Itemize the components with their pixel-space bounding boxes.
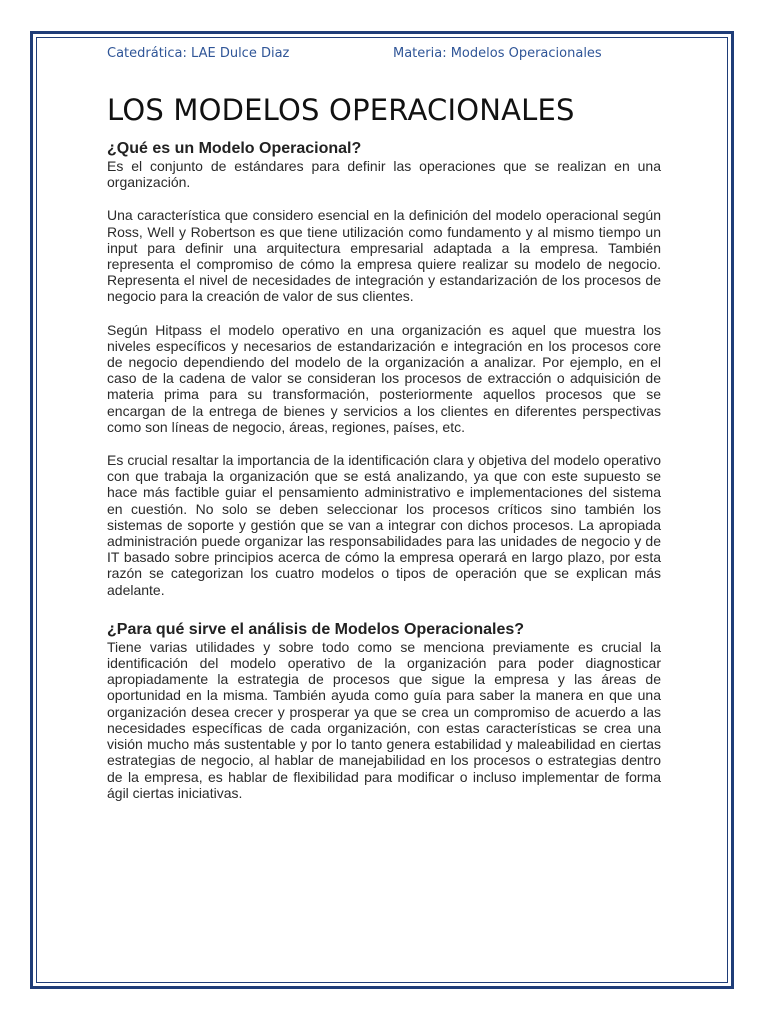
paragraph: Es crucial resaltar la importancia de la identificación clara y objetiva del modelo operativo con que trabaja la organización que se está analizando, ya que con este supuesto se hace más factible guiar el pensamiento administrativo e implementaciones del sistema en cuestión. No solo se deben seleccionar los procesos críticos sino también los sistemas de soporte y gestión que se van a integrar con dichos procesos. La apropiada administración puede organizar las responsabilidades para las unidades de negocio y de IT basado sobre principios acerca de cómo la empresa operará en largo plazo, por esta razón se categorizan los cuatro modelos o tipos de operación que se explican más adelante. <box>107 452 661 598</box>
document-header <box>107 44 661 66</box>
section-heading-purpose: ¿Para qué sirve el análisis de Modelos Operacionales? <box>107 620 525 638</box>
paragraph: Una característica que considero esencial en la definición del modelo operacional según Ross, Well y Robertson es que tiene utilización como fundamento y al mismo tiempo un input para definir una arquitectura empresarial adaptada a la empresa. También representa el compromiso de cómo la empresa quiere realizar su modelo de negocio. Representa el nivel de necesidades de integración y estandarización de los procesos de negocio para la creación de valor de sus clientes. <box>107 207 661 305</box>
document-body <box>107 44 661 801</box>
section-heading-what-is: ¿Qué es un Modelo Operacional? <box>107 140 362 157</box>
document-title: LOS MODELOS OPERACIONALES <box>107 93 575 127</box>
subject-label: Materia: Modelos Operacionales <box>393 46 602 61</box>
section-body-what-is <box>107 158 661 598</box>
section-body-purpose <box>107 639 661 801</box>
teacher-label: Catedrática: LAE Dulce Diaz <box>107 46 290 61</box>
paragraph: Tiene varias utilidades y sobre todo como se menciona previamente es crucial la identificación del modelo operativo de la organización para poder diagnosticar apropiadamente la estrategia de procesos que sigue la empresa y las áreas de oportunidad en la misma. También ayuda como guía para saber la manera en que una organización desea crecer y prosperar ya que se crea un compromiso de acuerdo a las necesidades específicas de cada organización, con estas características se crea una visión mucho más sustentable y por lo tanto genera estabilidad y maleabilidad en ciertas estrategias de negocio, al hablar de manejabilidad en los procesos o estrategias dentro de la empresa, es hablar de flexibilidad para modificar o incluso implementar de forma ágil ciertas iniciativas. <box>107 638 661 801</box>
paragraph: Según Hitpass el modelo operativo en una organización es aquel que muestra los niveles específicos y necesarios de estandarización e integración en los procesos core de negocio dependiendo del modelo de la organización a analizar. Por ejemplo, en el caso de la cadena de valor se consideran los procesos de extracción o adquisición de materia prima para su transformación, posteriormente aquellos procesos que se encargan de la entrega de bienes y servicios a los clientes en diferentes perspectivas como son líneas de negocio, áreas, regiones, países, etc. <box>107 321 661 435</box>
paragraph: Es el conjunto de estándares para definir las operaciones que se realizan en una organización. <box>107 158 661 191</box>
